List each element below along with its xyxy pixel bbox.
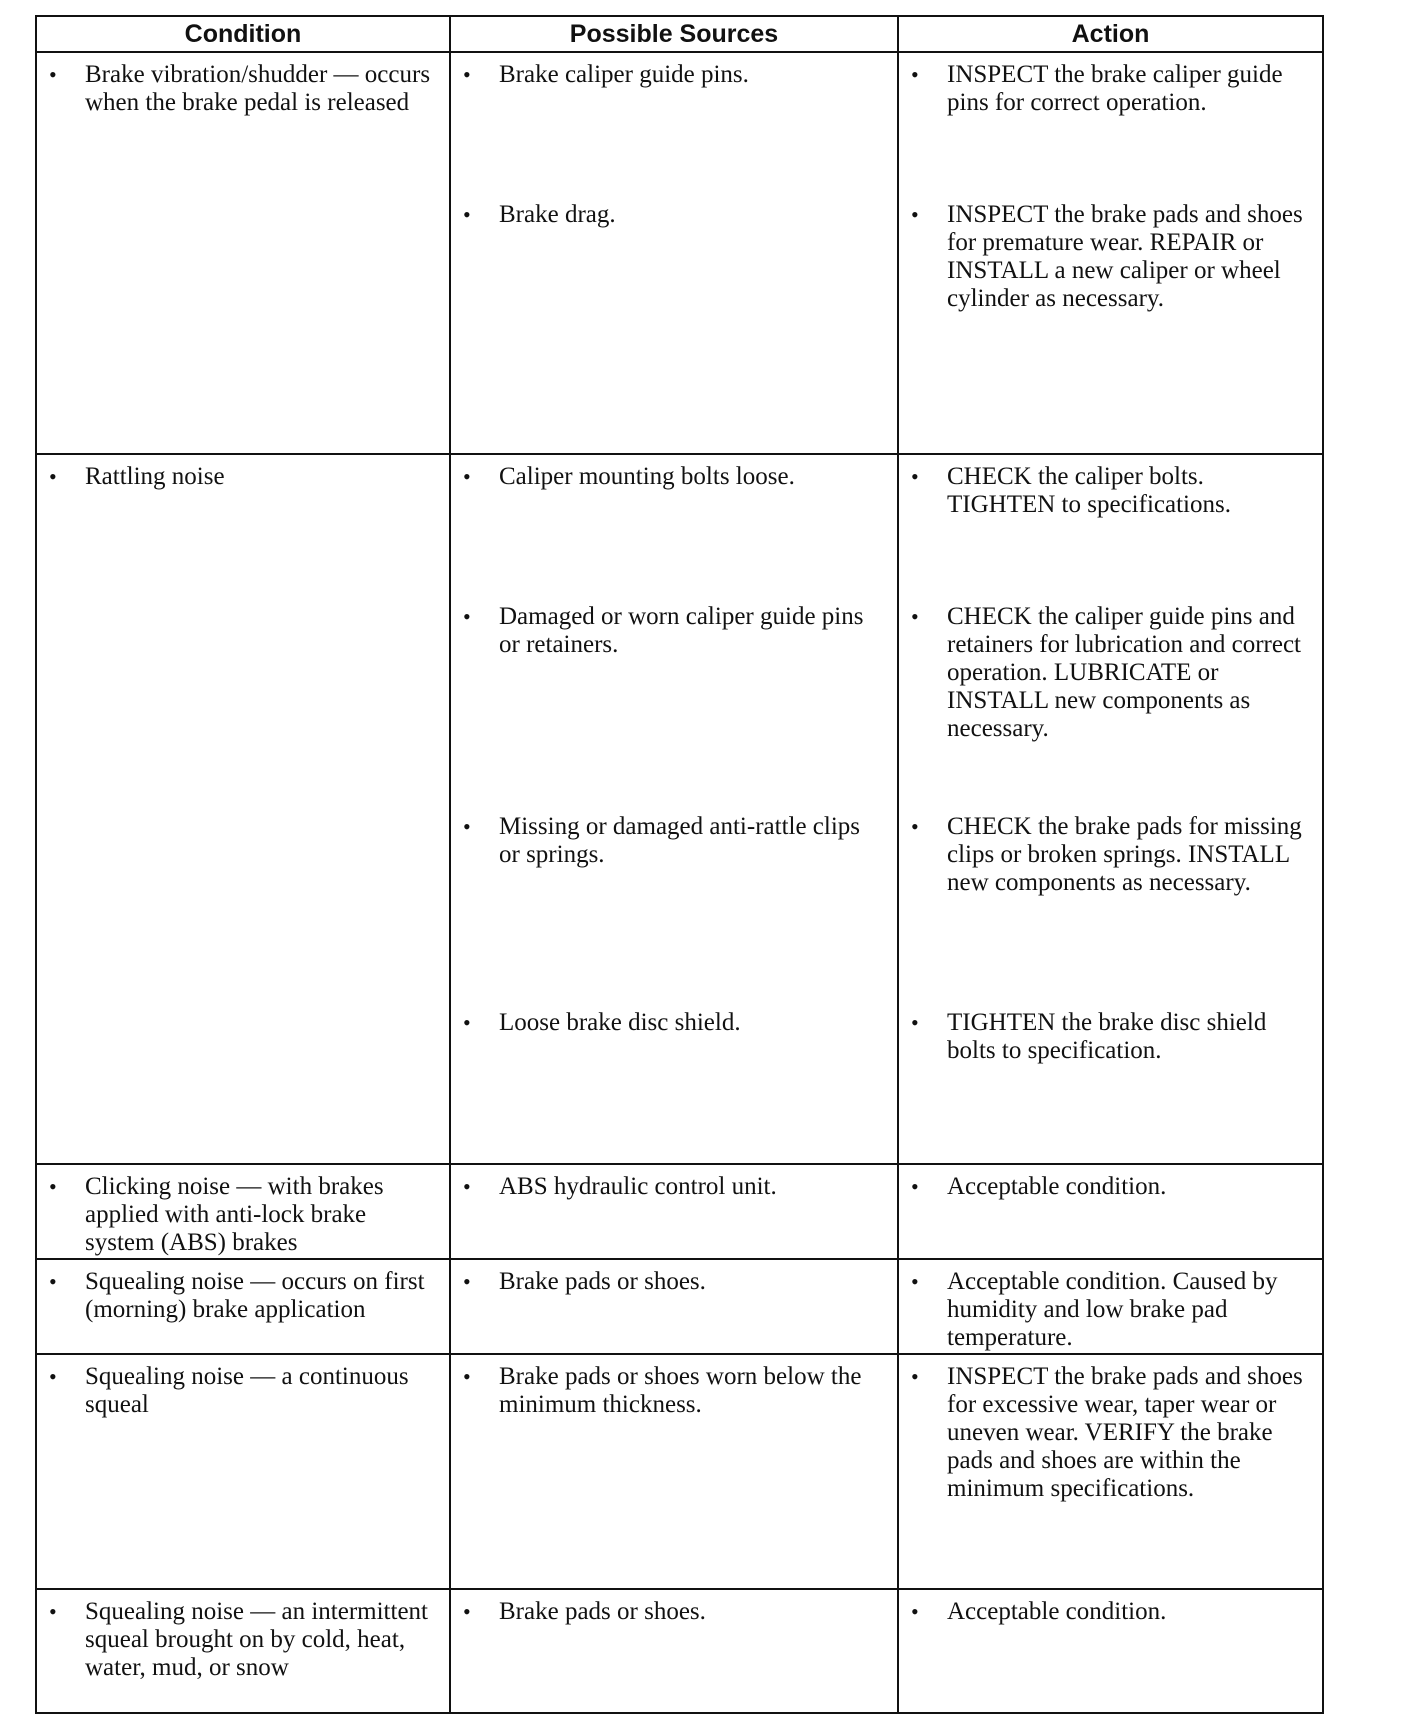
source-text: Brake pads or shoes. [499, 1598, 706, 1625]
bullet-icon: • [911, 1010, 919, 1035]
sources-cell [450, 1164, 898, 1259]
action-cell [898, 454, 1323, 1164]
diagnosis-sheet [35, 15, 1322, 1714]
bullet-icon: • [49, 1364, 57, 1389]
bullet-icon: • [463, 1174, 471, 1199]
sources-cell [450, 454, 898, 1164]
action-text: Acceptable condition. Caused by humidity and low brake pad temperature. [947, 1268, 1278, 1351]
table-row [36, 1354, 1323, 1589]
table-row [36, 1164, 1323, 1259]
bullet-icon: • [463, 814, 471, 839]
condition-cell [36, 52, 450, 454]
source-text: Missing or damaged anti-rattle clips or springs. [499, 813, 861, 868]
sources-cell [450, 52, 898, 454]
action-text: INSPECT the brake caliper guide pins for correct operation. [947, 61, 1283, 116]
bullet-icon: • [911, 1269, 919, 1294]
bullet-icon: • [911, 62, 919, 87]
bullet-icon: • [911, 1364, 919, 1389]
bullet-icon: • [49, 1599, 57, 1624]
table-row [36, 52, 1323, 454]
bullet-icon: • [49, 1269, 57, 1294]
action-text: CHECK the caliper bolts. TIGHTEN to specifications. [947, 463, 1231, 518]
action-text: TIGHTEN the brake disc shield bolts to specification. [947, 1009, 1267, 1064]
source-text: ABS hydraulic control unit. [499, 1173, 777, 1200]
table-row [36, 1259, 1323, 1354]
action-cell [898, 1589, 1323, 1713]
condition-cell [36, 1589, 450, 1713]
bullet-icon: • [911, 1174, 919, 1199]
action-cell [898, 1354, 1323, 1589]
source-text: Brake pads or shoes worn below the minimum thickness. [499, 1363, 862, 1418]
bullet-icon: • [49, 62, 57, 87]
action-text: INSPECT the brake pads and shoes for premature wear. REPAIR or INSTALL a new caliper or wheel cylinder as necessary. [947, 201, 1303, 312]
bullet-icon: • [463, 62, 471, 87]
condition-cell [36, 1164, 450, 1259]
bullet-icon: • [463, 1010, 471, 1035]
action-text: CHECK the caliper guide pins and retainers for lubrication and correct operation. LUBRICATE or INSTALL new components as necessary. [947, 603, 1301, 742]
condition-text: Squealing noise — a continuous squeal [85, 1363, 409, 1418]
source-text: Caliper mounting bolts loose. [499, 463, 795, 490]
bullet-icon: • [49, 1174, 57, 1199]
bullet-icon: • [911, 604, 919, 629]
source-text: Brake drag. [499, 201, 616, 228]
action-cell [898, 52, 1323, 454]
header-row [36, 16, 1323, 52]
sources-cell [450, 1354, 898, 1589]
header-action: Action [898, 16, 1323, 52]
condition-text: Rattling noise [85, 463, 225, 490]
bullet-icon: • [49, 464, 57, 489]
action-cell [898, 1164, 1323, 1259]
diagnosis-table [35, 15, 1324, 1714]
action-text: Acceptable condition. [947, 1173, 1167, 1200]
bullet-icon: • [911, 814, 919, 839]
source-text: Damaged or worn caliper guide pins or retainers. [499, 603, 864, 658]
header-condition: Condition [36, 16, 450, 52]
action-text: INSPECT the brake pads and shoes for excessive wear, taper wear or uneven wear. VERIFY the brake pads and shoes are within the minimum specifications. [947, 1363, 1303, 1502]
bullet-icon: • [911, 464, 919, 489]
bullet-icon: • [463, 1364, 471, 1389]
bullet-icon: • [463, 1599, 471, 1624]
action-text: CHECK the brake pads for missing clips or broken springs. INSTALL new components as necessary. [947, 813, 1302, 896]
bullet-icon: • [463, 464, 471, 489]
bullet-icon: • [911, 1599, 919, 1624]
source-text: Loose brake disc shield. [499, 1009, 741, 1036]
bullet-icon: • [463, 1269, 471, 1294]
source-text: Brake pads or shoes. [499, 1268, 706, 1295]
condition-text: Clicking noise — with brakes applied with anti-lock brake system (ABS) brakes [85, 1173, 384, 1256]
condition-cell [36, 1259, 450, 1354]
table-row [36, 1589, 1323, 1713]
condition-text: Brake vibration/shudder — occurs when the brake pedal is released [85, 61, 431, 116]
condition-cell [36, 1354, 450, 1589]
condition-text: Squealing noise — occurs on first (morning) brake application [85, 1268, 425, 1323]
bullet-icon: • [463, 604, 471, 629]
header-possible-sources: Possible Sources [450, 16, 898, 52]
sources-cell [450, 1589, 898, 1713]
condition-text: Squealing noise — an intermittent squeal brought on by cold, heat, water, mud, or snow [85, 1598, 428, 1681]
condition-cell [36, 454, 450, 1164]
bullet-icon: • [911, 202, 919, 227]
bullet-icon: • [463, 202, 471, 227]
action-text: Acceptable condition. [947, 1598, 1167, 1625]
sources-cell [450, 1259, 898, 1354]
source-text: Brake caliper guide pins. [499, 61, 749, 88]
table-row [36, 454, 1323, 1164]
action-cell [898, 1259, 1323, 1354]
